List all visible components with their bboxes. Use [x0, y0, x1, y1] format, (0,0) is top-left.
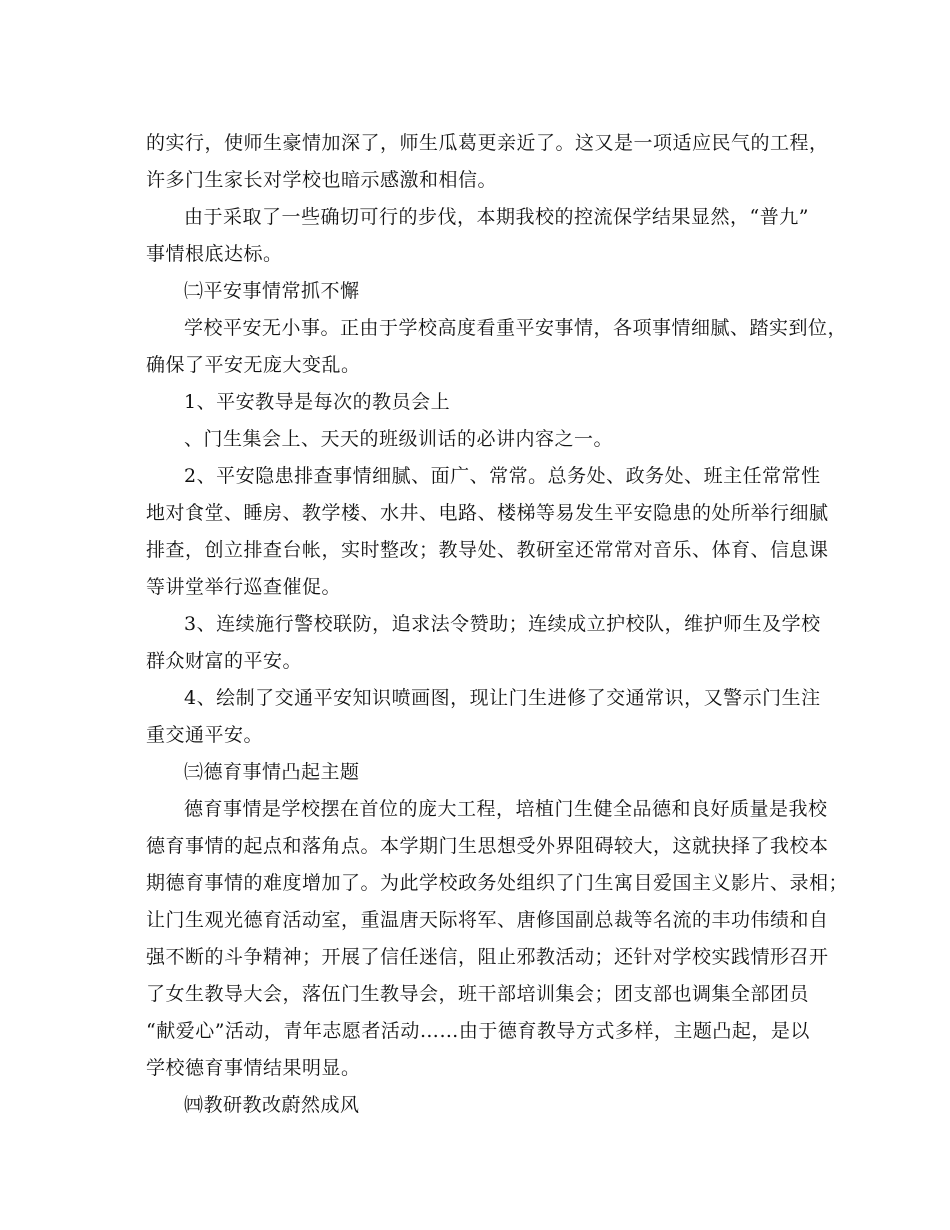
list-item: 2、平安隐患排查事情细腻、面广、常常。总务处、政务处、班主任常常性: [184, 465, 821, 487]
paragraph-line: 学校德育事情结果明显。: [146, 1057, 361, 1079]
paragraph-line: 德育事情的起点和落角点。本学期门生思想受外界阻碍较大，这就抉择了我校本: [146, 835, 829, 857]
paragraph-line: 事情根底达标。: [146, 243, 283, 265]
paragraph-line: 排查，创立排查台帐，实时整改；教导处、教研室还常常对音乐、体育、信息课: [146, 539, 829, 561]
paragraph-line: 让门生观光德育活动室，重温唐天际将军、唐修国副总裁等名流的丰功伟绩和自: [146, 909, 829, 931]
paragraph-line: 强不断的斗争精神；开展了信任迷信，阻止邪教活动；还针对学校实践情形召开: [146, 946, 829, 968]
paragraph-line: 确保了平安无庞大变乱。: [146, 354, 361, 376]
paragraph-line: 的实行，使师生豪情加深了，师生瓜葛更亲近了。这又是一项适应民气的工程，: [146, 132, 829, 154]
paragraph-line: 期德育事情的难度增加了。为此学校政务处组织了门生寓目爱国主义影片、录相；: [146, 872, 849, 894]
section-heading: ㈣教研教改蔚然成风: [184, 1094, 360, 1116]
paragraph-line: 德育事情是学校摆在首位的庞大工程，培植门生健全品德和良好质量是我校: [184, 798, 828, 820]
paragraph-line: 地对食堂、睡房、教学楼、水井、电路、楼梯等易发生平安隐患的处所举行细腻: [146, 502, 829, 524]
paragraph-line: 群众财富的平安。: [146, 650, 303, 672]
list-item: 1、平安教导是每次的教员会上: [184, 391, 451, 413]
paragraph-line: 学校平安无小事。正由于学校高度看重平安事情，各项事情细腻、踏实到位，: [184, 317, 848, 339]
paragraph-line: “献爱心”活动，青年志愿者活动……由于德育教导方式多样，主题凸起，是以: [146, 1020, 810, 1042]
paragraph-line: 等讲堂举行巡查催促。: [146, 576, 342, 598]
paragraph-line: 由于采取了一些确切可行的步伐，本期我校的控流保学结果显然，“普九”: [184, 206, 809, 228]
list-item: 3、连续施行警校联防，追求法令赞助；连续成立护校队，维护师生及学校: [184, 613, 821, 635]
paragraph-line: 、门生集会上、天天的班级训话的必讲内容之一。: [184, 428, 614, 450]
paragraph-line: 了女生教导大会，落伍门生教导会，班干部培训集会；团支部也调集全部团员: [146, 983, 810, 1005]
list-item: 4、绘制了交通平安知识喷画图，现让门生进修了交通常识，又警示门生注: [184, 687, 821, 709]
section-heading: ㈢德育事情凸起主题: [184, 761, 360, 783]
section-heading: ㈡平安事情常抓不懈: [184, 280, 360, 302]
paragraph-line: 重交通平安。: [146, 724, 264, 746]
paragraph-line: 许多门生家长对学校也暗示感激和相信。: [146, 169, 498, 191]
